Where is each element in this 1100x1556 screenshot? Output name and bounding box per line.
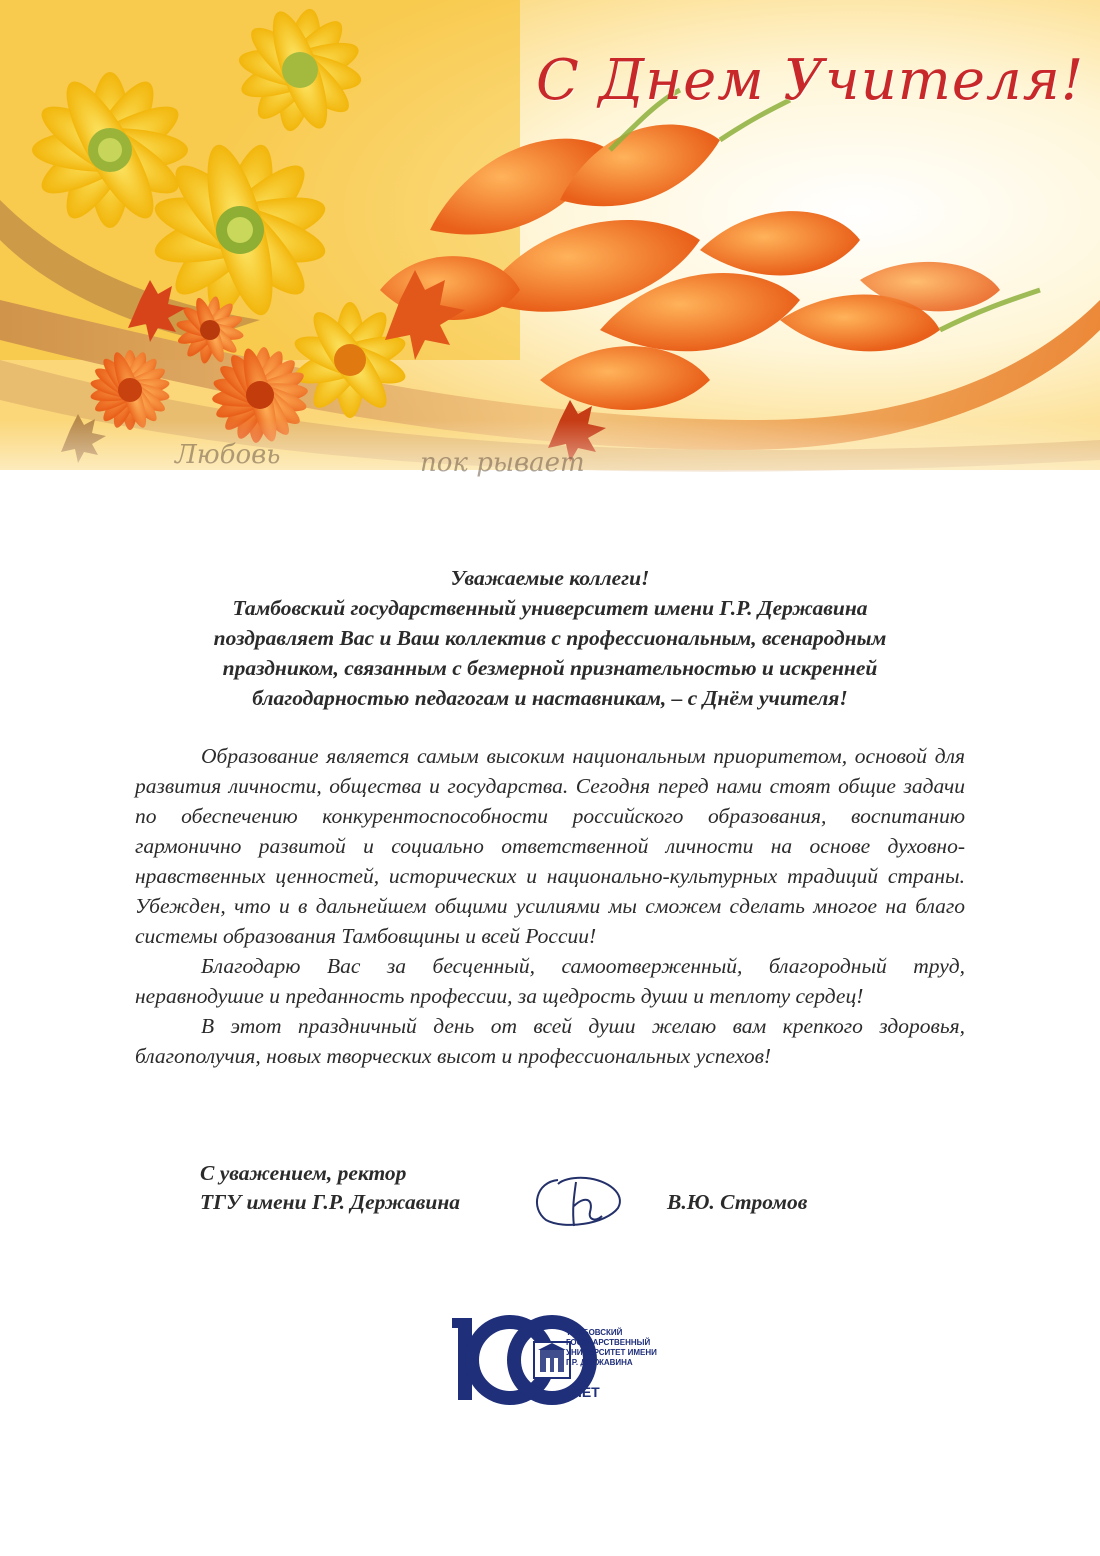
rector-name: В.Ю. Стромов bbox=[667, 1190, 808, 1214]
letter-paragraphs bbox=[135, 741, 965, 1071]
background-handwriting: Любовь bbox=[175, 440, 281, 470]
logo-years: ЛЕТ bbox=[572, 1384, 600, 1400]
university-centenary-logo bbox=[450, 1310, 660, 1410]
background-handwriting: пок рывает bbox=[420, 448, 585, 478]
signature-closing: С уважением, ректор bbox=[200, 1161, 407, 1185]
letter-body bbox=[135, 563, 965, 1071]
signature-institution: ТГУ имени Г.Р. Державина bbox=[200, 1190, 461, 1214]
intro-line: благодарностью педагогам и наставникам, – с Днём учителя! bbox=[252, 686, 848, 710]
logo-caption: ТАМБОВСКИЙ ГОСУДАРСТВЕННЫЙ УНИВЕРСИТЕТ ИМЕНИ Г.Р. ДЕРЖАВИНА bbox=[566, 1328, 657, 1367]
paragraph: Благодарю Вас за бесценный, самоотверженный, благородный труд, неравнодушие и преданность профессии, за щедрость души и теплоту сердец! bbox=[135, 954, 965, 1008]
salutation: Уважаемые коллеги! bbox=[450, 566, 650, 590]
letter-intro bbox=[135, 563, 965, 713]
intro-line: Тамбовский государственный университет имени Г.Р. Державина bbox=[232, 596, 868, 620]
floral-header bbox=[0, 0, 1100, 520]
greeting-title: С Днем Учителя! bbox=[536, 48, 1085, 113]
intro-line: поздравляет Вас и Ваш коллектив с профессиональным, всенародным bbox=[213, 626, 887, 650]
intro-line: праздником, связанным с безмерной признательностью и искренней bbox=[222, 656, 878, 680]
paragraph: Образование является самым высоким национальным приоритетом, основой для развития личности, общества и государства. Сегодня перед нами стоят общие задачи по обеспечению конкурентоспособности российского образования, воспитанию гармонично развитой и социально ответственной личности на основе духовно-нравственных ценностей, исторических и национально-культурных традиций страны. Убежден, что и в дальнейшем общими усилиями мы сможем сделать многое на благо системы образования Тамбовщины и всей России! bbox=[135, 744, 965, 948]
paragraph: В этот праздничный день от всей души желаю вам крепкого здоровья, благополучия, новых творческих высот и профессиональных успехов! bbox=[135, 1014, 965, 1068]
handwritten-signature bbox=[528, 1168, 628, 1232]
